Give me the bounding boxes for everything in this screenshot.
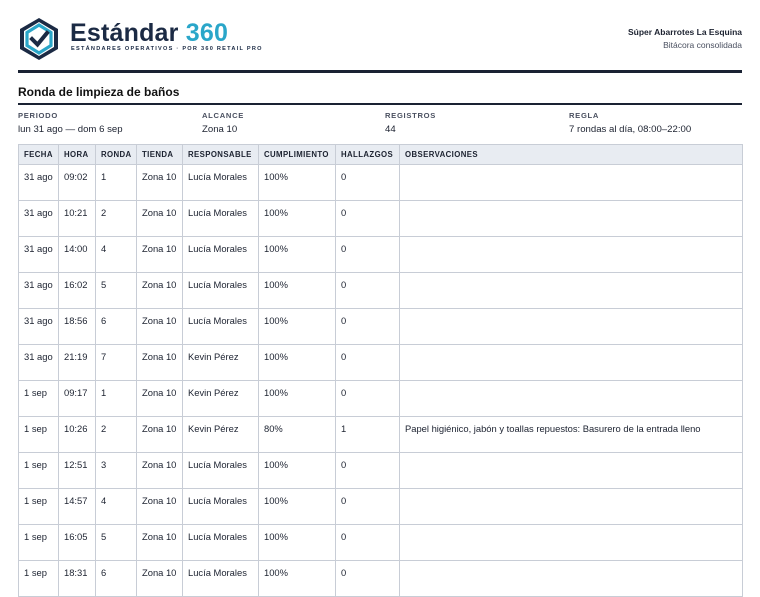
cell-hallazgos: 0 (336, 561, 400, 597)
column-header-hora: HORA (59, 145, 96, 165)
cell-observaciones (400, 309, 743, 345)
cell-hallazgos: 0 (336, 489, 400, 525)
cell-responsable: Lucía Morales (183, 489, 259, 525)
cell-hora: 09:17 (59, 381, 96, 417)
meta-label: PERIODO (18, 111, 58, 120)
meta-scope (202, 111, 244, 136)
cell-fecha: 31 ago (19, 309, 59, 345)
cell-observaciones (400, 273, 743, 309)
cell-responsable: Lucía Morales (183, 453, 259, 489)
cell-tienda: Zona 10 (137, 237, 183, 273)
cell-hora: 21:19 (59, 345, 96, 381)
cell-hallazgos: 0 (336, 273, 400, 309)
meta-value: lun 31 ago — dom 6 sep (18, 124, 123, 135)
report-meta (18, 111, 742, 141)
cell-ronda: 6 (96, 561, 137, 597)
cell-observaciones (400, 237, 743, 273)
meta-label: ALCANCE (202, 111, 245, 120)
column-header-observaciones: OBSERVACIONES (400, 145, 743, 165)
cell-observaciones (400, 165, 743, 201)
cell-ronda: 2 (96, 417, 137, 453)
brand-name: Estándar 360 (70, 19, 229, 47)
cell-cumplimiento: 100% (259, 489, 336, 525)
table-row (19, 237, 743, 273)
cell-fecha: 1 sep (19, 525, 59, 561)
table-body (19, 165, 743, 597)
table-row (19, 381, 743, 417)
cell-tienda: Zona 10 (137, 381, 183, 417)
table-row (19, 525, 743, 561)
cell-hora: 10:21 (59, 201, 96, 237)
cell-observaciones (400, 381, 743, 417)
cell-responsable: Lucía Morales (183, 273, 259, 309)
cell-ronda: 5 (96, 273, 137, 309)
table-row (19, 165, 743, 201)
cleaning-log-table (18, 144, 743, 597)
cell-hora: 14:00 (59, 237, 96, 273)
cell-ronda: 6 (96, 309, 137, 345)
cell-observaciones (400, 561, 743, 597)
column-header-cumplimiento: CUMPLIMIENTO (259, 145, 336, 165)
column-header-tienda: TIENDA (137, 145, 183, 165)
cell-fecha: 1 sep (19, 453, 59, 489)
cell-cumplimiento: 80% (259, 417, 336, 453)
meta-value: Zona 10 (202, 124, 238, 135)
column-header-responsable: RESPONSABLE (183, 145, 259, 165)
cell-hora: 16:02 (59, 273, 96, 309)
column-header-hallazgos: HALLAZGOS (336, 145, 400, 165)
cell-fecha: 1 sep (19, 561, 59, 597)
cell-tienda: Zona 10 (137, 345, 183, 381)
table-row (19, 345, 743, 381)
table-row (19, 273, 743, 309)
column-header-fecha: FECHA (19, 145, 59, 165)
cell-cumplimiento: 100% (259, 561, 336, 597)
meta-rule (569, 111, 691, 136)
cell-responsable: Lucía Morales (183, 165, 259, 201)
meta-label: REGLA (569, 111, 600, 120)
section-title: Ronda de limpieza de baños (18, 84, 742, 105)
cell-responsable: Kevin Pérez (183, 417, 259, 453)
cell-observaciones: Papel higiénico, jabón y toallas repuestos: Basurero de la entrada lleno (400, 417, 743, 453)
cell-cumplimiento: 100% (259, 345, 336, 381)
cell-hora: 14:57 (59, 489, 96, 525)
cell-ronda: 5 (96, 525, 137, 561)
cell-fecha: 1 sep (19, 381, 59, 417)
cell-fecha: 1 sep (19, 489, 59, 525)
table-row (19, 561, 743, 597)
cell-hallazgos: 0 (336, 237, 400, 273)
cell-cumplimiento: 100% (259, 165, 336, 201)
cell-hora: 16:05 (59, 525, 96, 561)
cell-fecha: 31 ago (19, 165, 59, 201)
cell-fecha: 31 ago (19, 273, 59, 309)
table-row (19, 417, 743, 453)
cell-tienda: Zona 10 (137, 489, 183, 525)
cell-responsable: Lucía Morales (183, 309, 259, 345)
cell-ronda: 4 (96, 489, 137, 525)
cell-ronda: 4 (96, 237, 137, 273)
column-header-ronda: RONDA (96, 145, 137, 165)
cell-hallazgos: 0 (336, 345, 400, 381)
cell-ronda: 1 (96, 165, 137, 201)
cell-responsable: Lucía Morales (183, 237, 259, 273)
cell-ronda: 1 (96, 381, 137, 417)
hexagon-check-icon (18, 17, 60, 61)
cell-hora: 12:51 (59, 453, 96, 489)
cell-observaciones (400, 201, 743, 237)
meta-value: 7 rondas al día, 08:00–22:00 (569, 124, 692, 135)
cell-cumplimiento: 100% (259, 381, 336, 417)
cell-hallazgos: 0 (336, 201, 400, 237)
cell-observaciones (400, 453, 743, 489)
cell-tienda: Zona 10 (137, 453, 183, 489)
cell-tienda: Zona 10 (137, 201, 183, 237)
cell-responsable: Lucía Morales (183, 561, 259, 597)
cell-hallazgos: 1 (336, 417, 400, 453)
cell-tienda: Zona 10 (137, 273, 183, 309)
cell-tienda: Zona 10 (137, 417, 183, 453)
cell-ronda: 2 (96, 201, 137, 237)
meta-value: 44 (385, 124, 396, 135)
cell-cumplimiento: 100% (259, 237, 336, 273)
cell-hora: 18:31 (59, 561, 96, 597)
cell-tienda: Zona 10 (137, 525, 183, 561)
cell-hallazgos: 0 (336, 309, 400, 345)
cell-tienda: Zona 10 (137, 165, 183, 201)
table-row (19, 489, 743, 525)
cell-hora: 18:56 (59, 309, 96, 345)
table-header-row (19, 145, 743, 165)
cell-fecha: 31 ago (19, 237, 59, 273)
cell-hora: 10:26 (59, 417, 96, 453)
meta-period (18, 111, 123, 136)
cell-observaciones (400, 489, 743, 525)
table-row (19, 453, 743, 489)
cell-cumplimiento: 100% (259, 453, 336, 489)
meta-label: REGISTROS (385, 111, 437, 120)
cell-hallazgos: 0 (336, 381, 400, 417)
cell-ronda: 3 (96, 453, 137, 489)
cell-hallazgos: 0 (336, 165, 400, 201)
cell-tienda: Zona 10 (137, 561, 183, 597)
report-page (18, 0, 742, 578)
cell-observaciones (400, 525, 743, 561)
cell-cumplimiento: 100% (259, 525, 336, 561)
cell-observaciones (400, 345, 743, 381)
meta-records (385, 111, 436, 136)
cell-responsable: Lucía Morales (183, 525, 259, 561)
cell-hallazgos: 0 (336, 453, 400, 489)
store-subtitle: Bitácora consolidada (663, 40, 742, 50)
cell-responsable: Lucía Morales (183, 201, 259, 237)
table-row (19, 201, 743, 237)
cell-tienda: Zona 10 (137, 309, 183, 345)
cell-hallazgos: 0 (336, 525, 400, 561)
brand-tagline: ESTÁNDARES OPERATIVOS · POR 360 RETAIL PRO (71, 46, 263, 52)
cell-responsable: Kevin Pérez (183, 381, 259, 417)
cell-ronda: 7 (96, 345, 137, 381)
table-row (19, 309, 743, 345)
cell-fecha: 31 ago (19, 201, 59, 237)
store-name: Súper Abarrotes La Esquina (628, 27, 742, 37)
cell-cumplimiento: 100% (259, 201, 336, 237)
cell-cumplimiento: 100% (259, 309, 336, 345)
cell-responsable: Kevin Pérez (183, 345, 259, 381)
report-header (18, 0, 742, 73)
cell-fecha: 1 sep (19, 417, 59, 453)
cell-cumplimiento: 100% (259, 273, 336, 309)
cell-fecha: 31 ago (19, 345, 59, 381)
cell-hora: 09:02 (59, 165, 96, 201)
